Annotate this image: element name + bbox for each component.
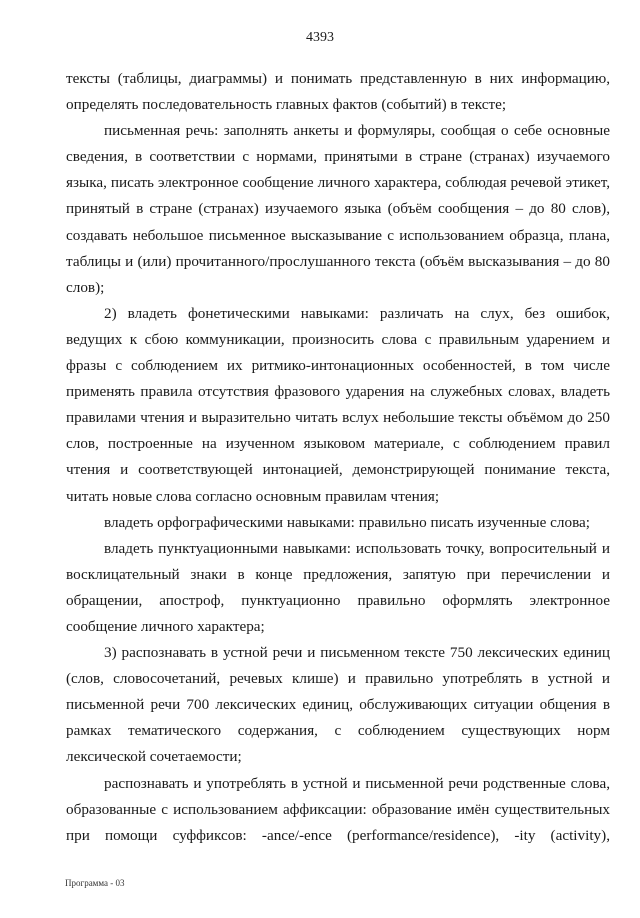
page-footer: Программа - 03 <box>65 878 125 888</box>
page-number: 4393 <box>306 30 334 45</box>
paragraph-word-formation: распознавать и употреблять в устной и письменной речи родственные слова, образованные с использованием аффиксации: образование имён существительных при помощи суффиксов: -ance/-ence (performance/residence), -ity (activity), <box>66 774 610 844</box>
paragraph-lexical-units: 3) распознавать в устной речи и письменном тексте 750 лексических единиц (слов, словосочетаний, речевых клише) и правильно употреблять в устной и письменной речи 700 лексических единиц, обслуживающих ситуации общения в рамках тематического содержания, с соблюдением существующих норм лексической сочетаемости; <box>66 644 610 766</box>
paragraph-orthographic-skills: владеть орфографическими навыками: правильно писать изученные слова; <box>104 513 590 531</box>
paragraph-punctuation-skills: владеть пунктуационными навыками: использовать точку, вопросительный и восклицательный знаки в конце предложения, запятую при перечислении и обращении, апостроф, пунктуационно правильно оформлять электронное сообщение личного характера; <box>66 539 610 635</box>
paragraph-written-speech: письменная речь: заполнять анкеты и формуляры, сообщая о себе основные сведения, в соответствии с нормами, принятыми в стране (странах) изучаемого языка, писать электронное сообщение личного характера, соблюдая речевой этикет, принятый в стране (странах) изучаемого языка (объём сообщения – до 80 слов), создавать небольшое письменное высказывание с использованием образца, плана, таблицы и (или) прочитанного/прослушанного текста (объём высказывания – до 80 слов); <box>66 122 610 296</box>
paragraph-phonetic-skills: 2) владеть фонетическими навыками: различать на слух, без ошибок, ведущих к сбою коммуникации, произносить слова с правильным ударением и фразы с соблюдением их ритмико-интонационных особенностей, в том числе применять правила отсутствия фразового ударения на служебных словах, владеть правилами чтения и выразительно читать вслух небольшие тексты объёмом до 250 слов, построенные на изученном языковом материале, с соблюдением правил чтения и соответствующей интонацией, демонстрирующей понимание текста, читать новые слова согласно основным правилам чтения; <box>66 304 610 505</box>
paragraph-reading-continuation: тексты (таблицы, диаграммы) и понимать представленную в них информацию, определять последовательность главных фактов (событий) в тексте; <box>66 70 610 114</box>
page-body <box>66 66 610 849</box>
